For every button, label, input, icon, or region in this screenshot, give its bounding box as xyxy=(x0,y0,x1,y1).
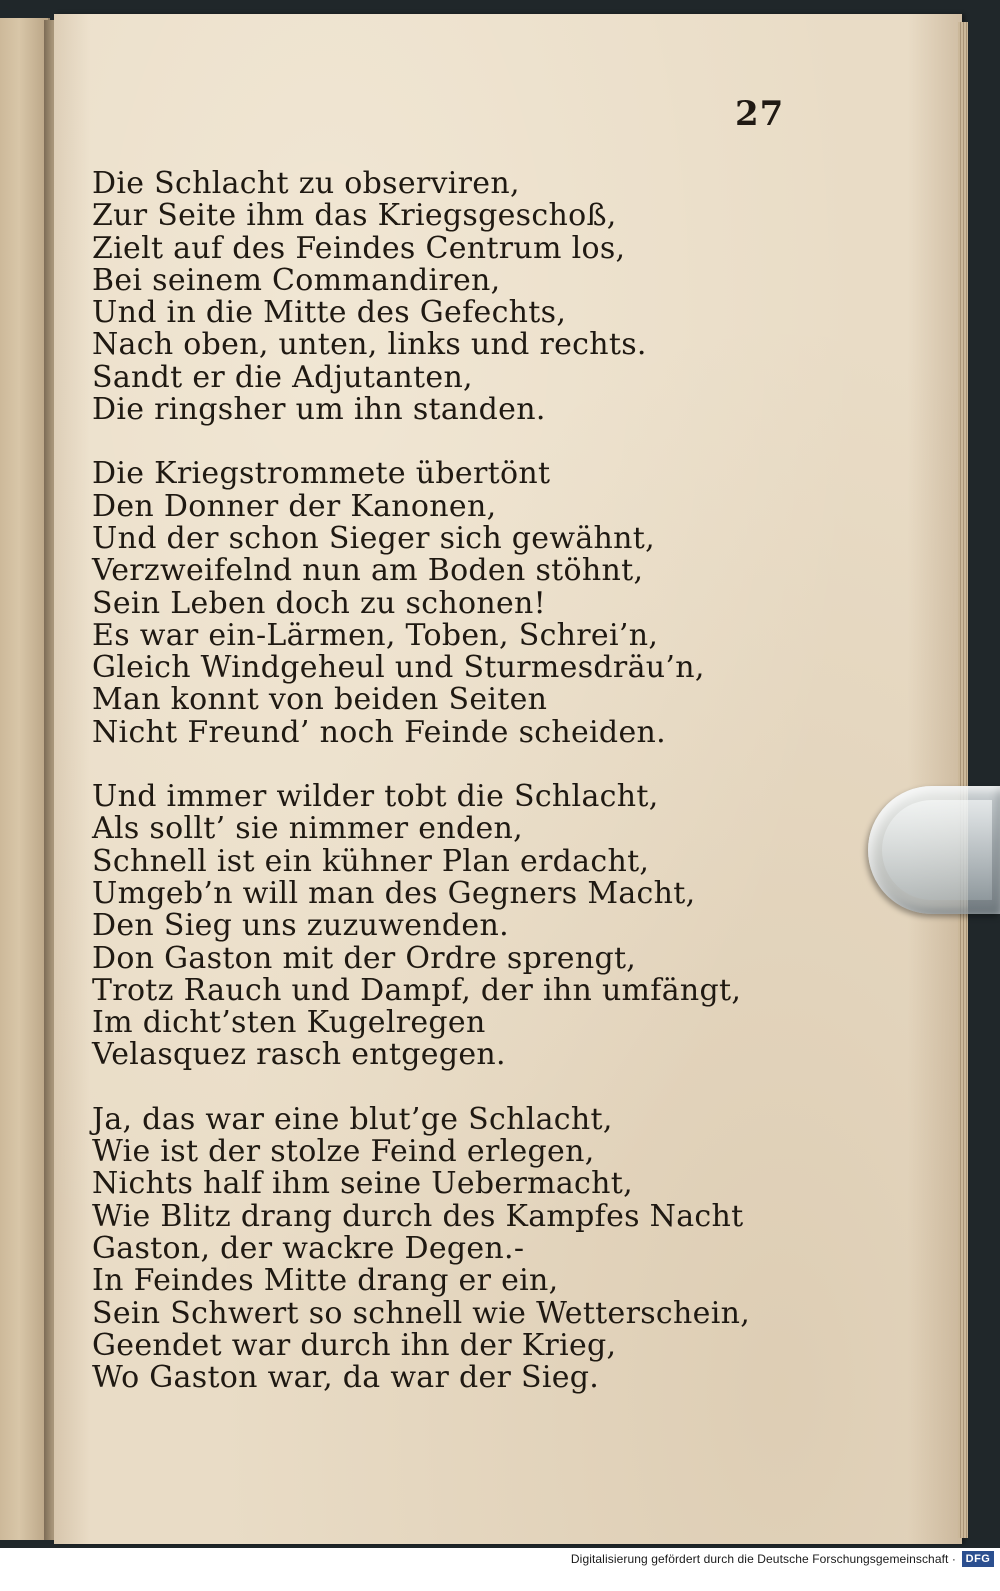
stanza xyxy=(92,458,712,749)
poem-line: Nichts half ihm seine Uebermacht, xyxy=(92,1166,633,1202)
poem-line: Gaston, der wackre Degen.- xyxy=(92,1230,525,1266)
poem-line: Schnell ist ein kühner Plan erdacht, xyxy=(92,843,650,879)
page-number: 27 xyxy=(735,94,785,134)
poem-line: In Feindes Mitte drang er ein, xyxy=(92,1263,559,1299)
stanza xyxy=(92,1101,751,1396)
poem-line: Umgeb’n will man des Gegners Macht, xyxy=(92,875,696,911)
funding-credit: Digitalisierung gefördert durch die Deutsche Forschungsgemeinschaft · xyxy=(570,1552,956,1566)
poem-line: Sandt er die Adjutanten, xyxy=(92,359,473,395)
poem-line: Trotz Rauch und Dampf, der ihn umfängt, xyxy=(92,972,742,1008)
poem-line: Als sollt’ sie nimmer enden, xyxy=(92,811,523,847)
dfg-logo: DFG xyxy=(962,1551,994,1567)
poem-line: Den Donner der Kanonen, xyxy=(92,488,497,524)
poem-line: Verzweifelnd nun am Boden stöhnt, xyxy=(92,553,644,589)
poem-line: Bei seinem Commandiren, xyxy=(92,262,501,298)
poem-line: Zielt auf des Feindes Centrum los, xyxy=(92,230,626,266)
poem-line: Im dicht’sten Kugelregen xyxy=(92,1005,486,1041)
poem-line: Die Schlacht zu observiren, xyxy=(92,166,520,201)
poem-line: Wo Gaston war, da war der Sieg. xyxy=(92,1360,600,1396)
poem-line: Es war ein-Lärmen, Toben, Schrei’n, xyxy=(92,617,659,653)
page-stack-edge xyxy=(958,22,968,1538)
poem-line: Geendet war durch ihn der Krieg, xyxy=(92,1327,617,1363)
stanza xyxy=(92,168,712,426)
poem-line: Man konnt von beiden Seiten xyxy=(92,682,548,718)
poem-line: Die Kriegstrommete übertönt xyxy=(92,456,551,492)
clip-highlight xyxy=(882,800,992,900)
poem-line: Und immer wilder tobt die Schlacht, xyxy=(92,779,659,815)
poem-line: Wie ist der stolze Feind erlegen, xyxy=(92,1134,595,1170)
poem-line: Und in die Mitte des Gefechts, xyxy=(92,295,567,331)
previous-page-edge xyxy=(0,18,50,1540)
poem-line: Nach oben, unten, links und rechts. xyxy=(92,327,647,363)
poem-line: Velasquez rasch entgegen. xyxy=(92,1037,506,1073)
poem-line: Und der schon Sieger sich gewähnt, xyxy=(92,520,655,556)
poem-body xyxy=(92,166,751,1396)
clip-icon xyxy=(868,786,1000,914)
poem-line: Wie Blitz drang durch des Kampfes Nacht xyxy=(92,1198,744,1234)
poem-line: Die ringsher um ihn standen. xyxy=(92,392,546,428)
poem-line: Gleich Windgeheul und Sturmesdräu’n, xyxy=(92,650,705,686)
poem-line: Zur Seite ihm das Kriegsgeschoß, xyxy=(92,198,617,234)
poem-line: Ja, das war eine blut’ge Schlacht, xyxy=(92,1101,613,1137)
poem-line: Nicht Freund’ noch Feinde scheiden. xyxy=(92,714,666,750)
stanza xyxy=(92,779,742,1073)
poem-line: Sein Leben doch zu schonen! xyxy=(92,585,546,621)
poem-line: Sein Schwert so schnell wie Wetterschein, xyxy=(92,1295,751,1331)
poem-line: Den Sieg uns zuzuwenden. xyxy=(92,908,509,944)
poem-line: Don Gaston mit der Ordre sprengt, xyxy=(92,940,637,976)
